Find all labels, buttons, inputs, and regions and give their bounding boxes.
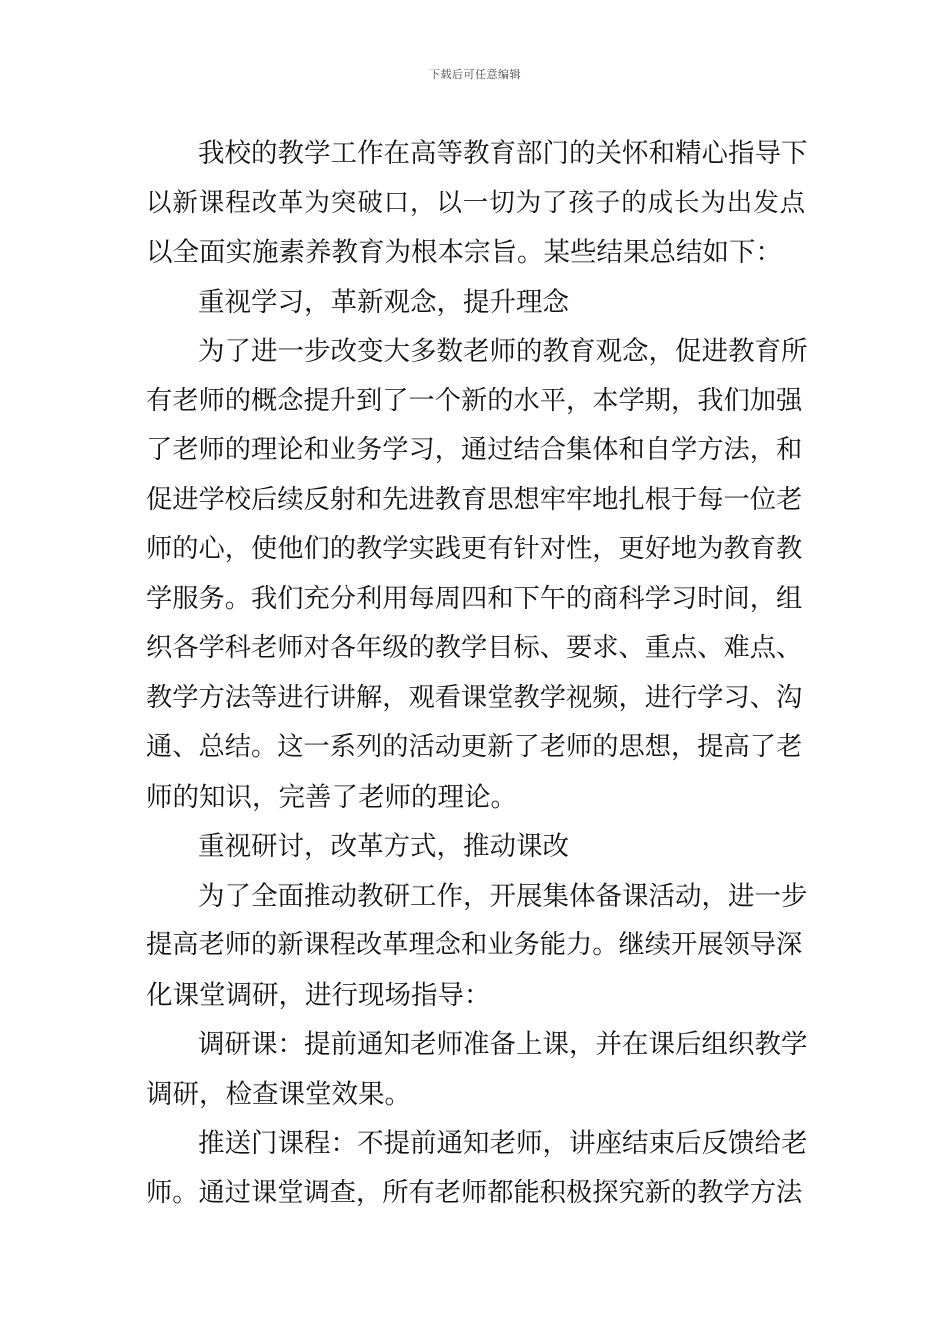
text-line: 推送门课程：不提前通知老师，讲座结束后反馈给老 (198, 1128, 808, 1159)
text-line: 织各学科老师对各年级的教学目标、要求、重点、难点、 (146, 633, 803, 663)
text-line: 师的知识，完善了老师的理论。 (146, 781, 517, 813)
text-line: 调研课：提前通知老师准备上课，并在课后组织教学 (198, 1029, 808, 1060)
text-line: 为了全面推动教研工作，开展集体备课活动，进一步 (198, 880, 808, 912)
text-line: 师的心，使他们的教学实践更有针对性，更好地为教育教 (146, 534, 803, 564)
section-heading: 重视学习，革新观念，提升理念 (198, 286, 569, 318)
text-line: 教学方法等进行讲解，观看课堂教学视频，进行学习、沟 (146, 682, 803, 713)
section-heading: 重视研讨，改革方式，推动课改 (198, 831, 569, 862)
text-line: 学服务。我们充分利用每周四和下午的商科学习时间，组 (146, 583, 803, 614)
text-line: 提高老师的新课程改革理念和业务能力。继续开展领导深 (146, 930, 803, 960)
text-line: 调研，检查课堂效果。 (146, 1078, 411, 1110)
page-header: 下载后可任意编辑 (429, 68, 521, 81)
text-line: 为了进一步改变大多数老师的教育观念，促进教育所 (198, 336, 808, 367)
text-line: 以全面实施素养教育为根本宗旨。某些结果总结如下： (146, 237, 782, 268)
text-line: 了老师的理论和业务学习，通过结合集体和自学方法，和 (146, 435, 803, 465)
text-line: 促进学校后续反射和先进教育思想牢牢地扎根于每一位老 (146, 484, 803, 515)
text-line: 我校的教学工作在高等教育部门的关怀和精心指导下 (198, 138, 808, 169)
document-body (146, 129, 808, 1218)
text-line: 以新课程改革为突破口，以一切为了孩子的成长为出发点 (146, 187, 807, 218)
text-line: 通、总结。这一系列的活动更新了老师的思想，提高了老 (146, 732, 803, 762)
text-line: 有老师的概念提升到了一个新的水平，本学期，我们加强 (146, 385, 803, 416)
text-line: 师。通过课堂调查，所有老师都能积极探究新的教学方法 (146, 1177, 803, 1208)
text-line: 化课堂调研，进行现场指导： (146, 979, 491, 1011)
